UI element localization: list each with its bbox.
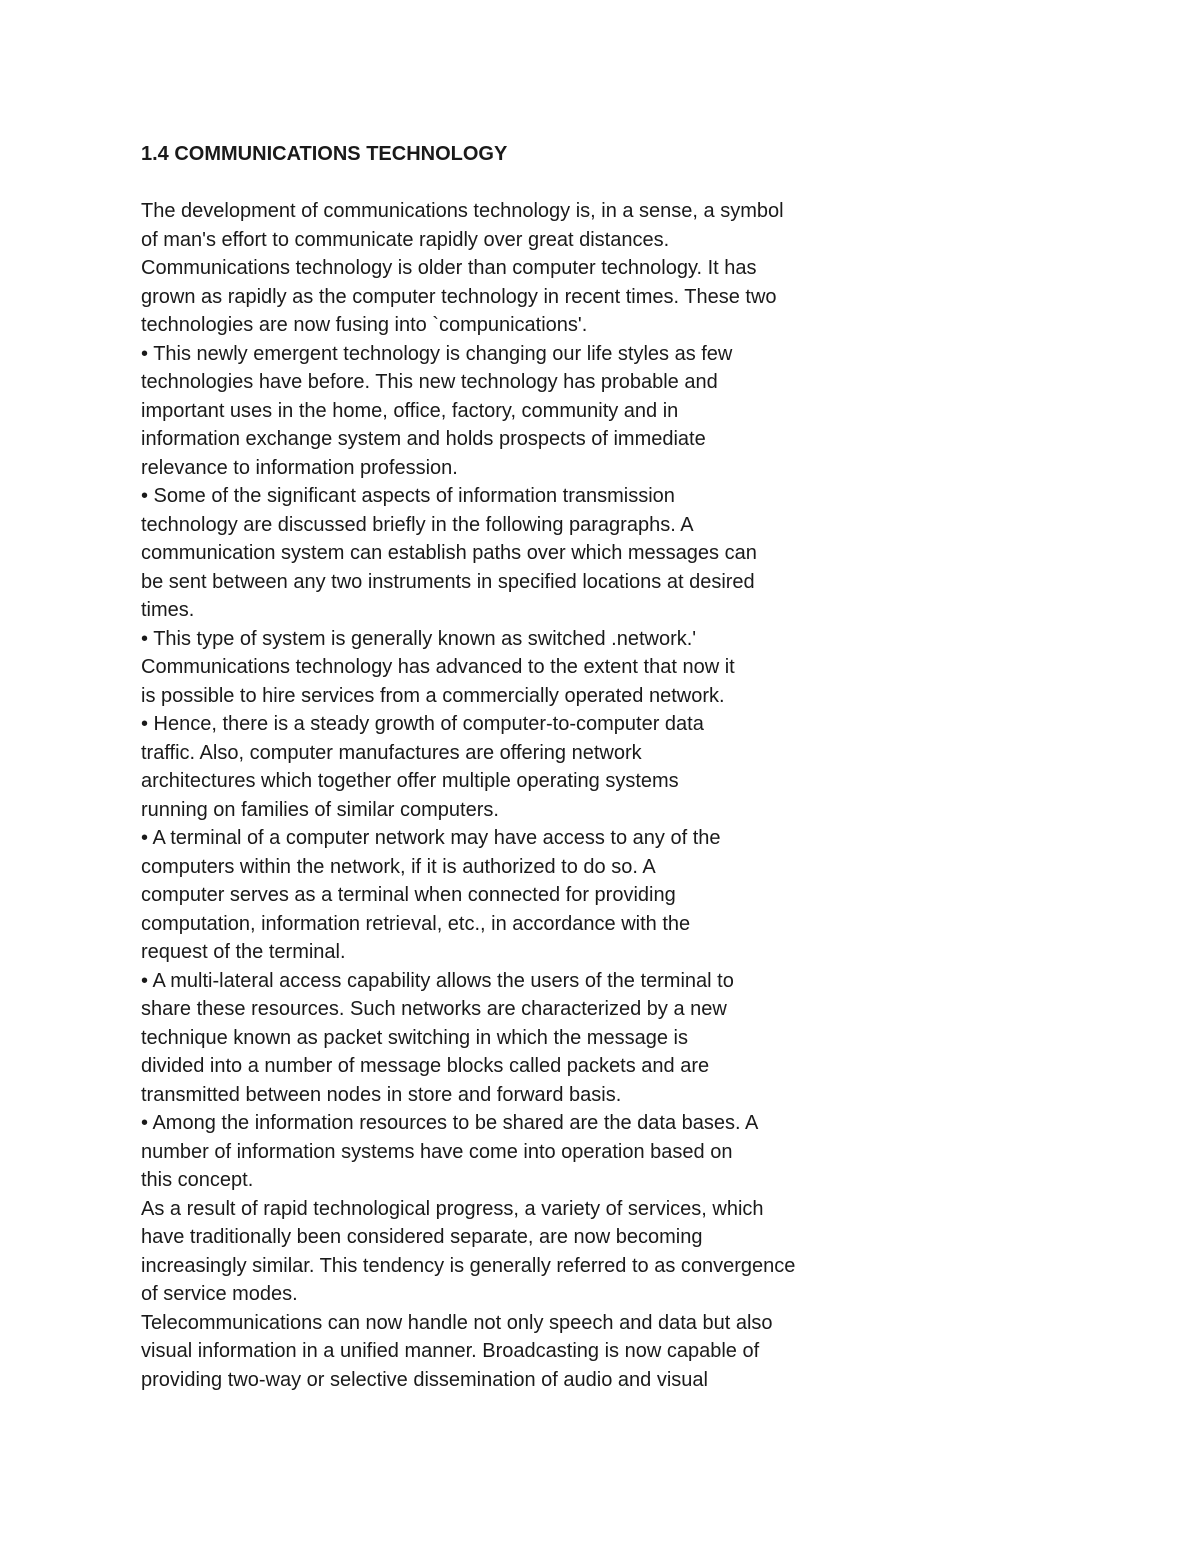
body-text [141,197,881,1394]
heading-spacer [141,169,881,198]
section-heading: 1.4 COMMUNICATIONS TECHNOLOGY [141,143,508,165]
text-line: share these resources. Such networks are characterized by a new [141,998,727,1020]
text-line: technology are discussed briefly in the following paragraphs. A [141,513,694,536]
text-line: this concept. [141,1169,254,1191]
text-line: running on families of similar computers. [141,798,499,821]
text-line: important uses in the home, office, factory, community and in [141,399,679,422]
text-line: increasingly similar. This tendency is generally referred to as convergence [141,1254,796,1277]
document-body [141,140,881,1394]
text-line: relevance to information profession. [141,456,458,479]
text-line: traffic. Also, computer manufactures are offering network [141,741,642,764]
text-line: computation, information retrieval, etc., in accordance with the [141,912,691,935]
text-line: As a result of rapid technological progress, a variety of services, which [141,1197,764,1220]
text-line: technique known as packet switching in which the message is [141,1026,688,1049]
text-line: • A terminal of a computer network may have access to any of the [141,827,721,849]
text-line: be sent between any two instruments in specified locations at desired [141,570,755,593]
text-line: communication system can establish paths over which messages can [141,542,757,564]
text-line: request of the terminal. [141,941,346,963]
text-line: grown as rapidly as the computer technology in recent times. These two [141,285,777,308]
text-line: computers within the network, if it is authorized to do so. A [141,855,656,878]
text-line: technologies have before. This new technology has probable and [141,371,718,393]
text-line: number of information systems have come into operation based on [141,1140,733,1163]
text-line: Telecommunications can now handle not only speech and data but also [141,1311,773,1334]
text-line: The development of communications technology is, in a sense, a symbol [141,200,784,222]
text-line: times. [141,599,195,621]
text-line: architectures which together offer multiple operating systems [141,770,679,792]
text-line: have traditionally been considered separate, are now becoming [141,1226,703,1248]
text-line: • This newly emergent technology is changing our life styles as few [141,342,733,365]
text-line: • This type of system is generally known as switched .network.' [141,627,697,650]
text-line: visual information in a unified manner. Broadcasting is now capable of [141,1340,760,1362]
text-line: of man's effort to communicate rapidly over great distances. [141,228,670,251]
text-line: is possible to hire services from a commercially operated network. [141,684,725,707]
text-line: technologies are now fusing into `compunications'. [141,314,588,336]
text-line: providing two-way or selective dissemination of audio and visual [141,1368,708,1391]
text-line: divided into a number of message blocks called packets and are [141,1055,710,1077]
text-line: • A multi-lateral access capability allows the users of the terminal to [141,969,734,992]
text-line: • Hence, there is a steady growth of computer-to-computer data [141,713,704,735]
text-line: information exchange system and holds prospects of immediate [141,428,706,450]
text-line: Communications technology has advanced to the extent that now it [141,656,735,678]
text-line: transmitted between nodes in store and forward basis. [141,1083,622,1106]
text-line: computer serves as a terminal when connected for providing [141,884,676,906]
text-line: • Among the information resources to be shared are the data bases. A [141,1112,759,1134]
text-line: Communications technology is older than computer technology. It has [141,257,757,279]
text-line: of service modes. [141,1283,298,1305]
text-line: • Some of the significant aspects of information transmission [141,485,675,507]
